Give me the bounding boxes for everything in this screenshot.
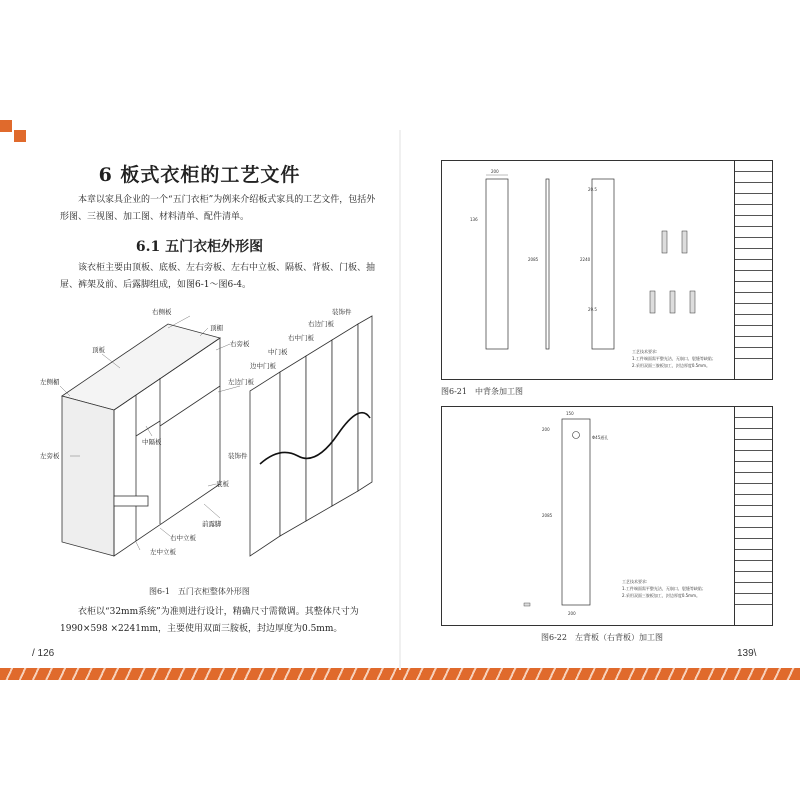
notes-heading-top: 工艺技术要求: bbox=[632, 349, 658, 354]
dim-panel-height: 2085 bbox=[542, 513, 553, 518]
wardrobe-carcass bbox=[62, 324, 220, 556]
closing-paragraph: 衣柜以“32mm系统”为准则进行设计，精确尺寸需微调。其整体尺寸为1990×598 ×2241mm，主要使用双面三胺板，封边厚度为0.5mm。 bbox=[60, 607, 359, 634]
label-right-mid: 右中立板 bbox=[170, 534, 196, 542]
label-left-side: 左侧楣 bbox=[40, 378, 60, 386]
section-paragraph: 该衣柜主要由顶板、底板、左右旁板、左右中立板、隔板、背板、门板、抽屉、裤架及前、后露脚组成，如图6-1～图6-4。 bbox=[60, 263, 376, 290]
section-title: 6.1 五门衣柜外形图 bbox=[135, 239, 264, 255]
label-top-block: 顶楣 bbox=[210, 324, 223, 332]
label-right-mid-door: 右中门板 bbox=[288, 334, 314, 342]
label-left-panel: 左旁板 bbox=[40, 452, 60, 460]
figure-caption-6-1: 图6-1 五门衣柜整体外形图 bbox=[149, 587, 250, 596]
label-fittings-top: 装饰件 bbox=[332, 308, 352, 316]
dim-136: 136 bbox=[470, 217, 478, 222]
note-top-2: 2.采用双面三胺板加工，封边厚度0.5mm。 bbox=[632, 363, 710, 368]
left-page bbox=[0, 130, 399, 670]
drawing-6-22 bbox=[441, 406, 773, 626]
note-bottom-1: 1.工件端面需平整光洁，无崩口、裂缝等缺陷； bbox=[622, 586, 706, 591]
dim-hole-offset: 150 bbox=[566, 411, 574, 416]
note-top-1: 1.工件端面需平整光洁，无崩口、裂缝等缺陷； bbox=[632, 356, 716, 361]
intro-paragraph: 本章以家具企业的一个“五门衣柜”为例来介绍板式家具的工艺文件，包括外形图、三视图、加工图、材料清单、配件清单。 bbox=[60, 195, 376, 222]
dim-panel-width: 200 bbox=[568, 611, 576, 616]
label-right-panel: 右旁板 bbox=[230, 340, 250, 348]
title-block-top bbox=[734, 161, 772, 379]
dim-height: 2085 bbox=[528, 257, 539, 262]
right-page bbox=[401, 130, 800, 670]
title-block-bottom bbox=[734, 407, 772, 625]
dim-20-5: 20.5 bbox=[588, 187, 597, 192]
note-bottom-2: 2.采用双面三胺板加工，封边厚度0.5mm。 bbox=[622, 593, 700, 598]
label-right-side: 右侧板 bbox=[152, 308, 172, 316]
dim-29-5: 29.5 bbox=[588, 307, 597, 312]
label-left-edge-door: 左边门板 bbox=[228, 378, 254, 386]
hole-note: Φ45通孔 bbox=[592, 435, 609, 440]
notes-heading-bottom: 工艺技术要求: bbox=[622, 579, 648, 584]
dim-top-width: 200 bbox=[491, 169, 499, 174]
dim-hole-top: 200 bbox=[542, 427, 550, 432]
label-left-mid: 左中立板 bbox=[150, 548, 176, 556]
drawing-6-21 bbox=[441, 160, 773, 380]
page-number-left: / 126 bbox=[32, 648, 55, 659]
label-top: 顶板 bbox=[92, 346, 105, 354]
label-front-foot: 前露脚 bbox=[202, 520, 222, 528]
dim-2240: 2240 bbox=[580, 257, 591, 262]
label-right-edge-door: 右边门板 bbox=[308, 320, 334, 328]
chapter-title: 6 板式衣柜的工艺文件 bbox=[98, 164, 301, 186]
label-mid-divider: 中隔板 bbox=[142, 438, 162, 446]
drawing-6-22-body bbox=[442, 407, 734, 625]
figure-caption-6-21: 图6-21 中背条加工图 bbox=[441, 387, 523, 396]
label-mid-door: 中门板 bbox=[268, 348, 288, 356]
wardrobe-figure bbox=[40, 306, 380, 586]
label-left-mid-door: 边中门板 bbox=[250, 362, 276, 370]
label-fittings-mid: 装饰件 bbox=[228, 452, 248, 460]
page-number-right: 139\ bbox=[737, 648, 757, 659]
figure-caption-6-22: 图6-22 左背板（右背板）加工图 bbox=[541, 633, 663, 642]
drawing-6-21-body bbox=[442, 161, 734, 379]
label-bottom: 底板 bbox=[216, 480, 229, 488]
